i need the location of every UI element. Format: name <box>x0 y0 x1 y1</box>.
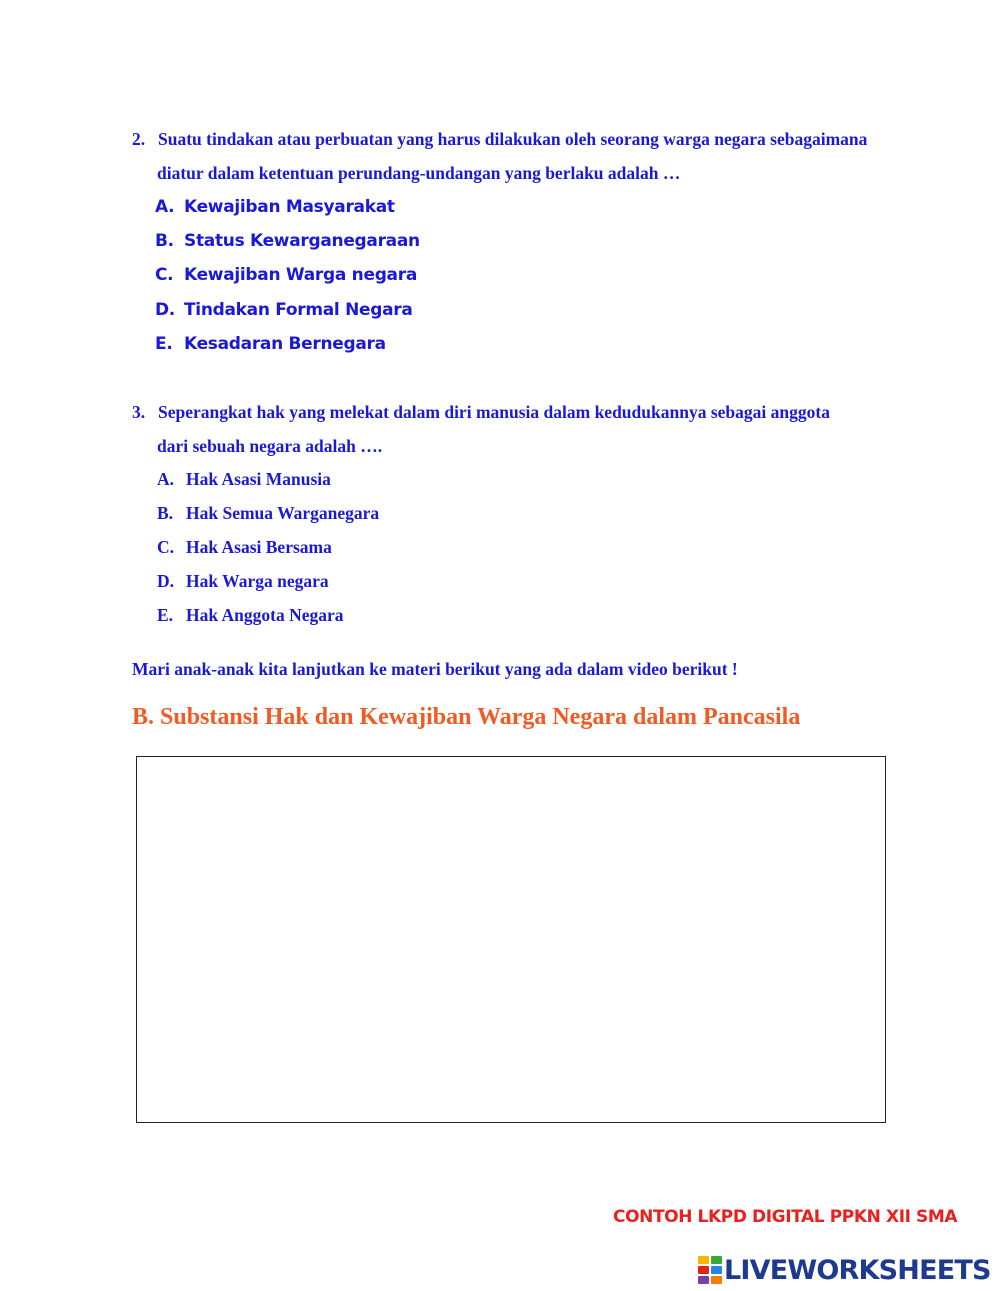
option-text: Kewajiban Warga negara <box>184 265 417 285</box>
option-letter: C. <box>157 537 175 557</box>
question-3-option-a[interactable] <box>157 469 331 490</box>
question-2-line2: diatur dalam ketentuan perundang-undangan yang berlaku adalah … <box>157 163 681 183</box>
question-2-number: 2. <box>132 129 146 149</box>
option-text: Hak Warga negara <box>186 571 329 591</box>
question-2-stem <box>132 122 867 156</box>
option-letter: E. <box>157 605 174 625</box>
question-3-option-c[interactable] <box>157 537 332 558</box>
footer-caption: CONTOH LKPD DIGITAL PPKN XII SMA <box>613 1207 958 1227</box>
section-heading: B. Substansi Hak dan Kewajiban Warga Negara dalam Pancasila <box>132 704 801 730</box>
option-text: Kewajiban Masyarakat <box>184 197 395 217</box>
video-instruction: Mari anak-anak kita lanjutkan ke materi berikut yang ada dalam video berikut ! <box>132 659 738 679</box>
question-2-option-a[interactable] <box>155 197 395 217</box>
liveworksheets-brand[interactable] <box>698 1254 991 1286</box>
question-3-line2: dari sebuah negara adalah …. <box>157 436 383 456</box>
option-letter: B. <box>157 503 174 523</box>
question-2-line1: Suatu tindakan atau perbuatan yang harus dilakukan oleh seorang warga negara sebagaimana <box>158 129 868 149</box>
option-text: Hak Semua Warganegara <box>186 503 380 523</box>
question-3-number: 3. <box>132 402 146 422</box>
brand-name: LIVEWORKSHEETS <box>724 1254 991 1286</box>
option-text: Status Kewarganegaraan <box>184 231 420 251</box>
question-3-option-d[interactable] <box>157 571 329 592</box>
liveworksheets-logo-icon <box>698 1256 722 1284</box>
question-3-option-e[interactable] <box>157 605 344 626</box>
question-2-option-e[interactable] <box>155 334 386 354</box>
option-text: Hak Anggota Negara <box>186 605 344 625</box>
question-3-option-b[interactable] <box>157 503 379 524</box>
question-3-line1: Seperangkat hak yang melekat dalam diri manusia dalam kedudukannya sebagai anggota <box>158 402 830 422</box>
option-text: Kesadaran Bernegara <box>184 334 386 354</box>
question-2-option-b[interactable] <box>155 231 420 251</box>
option-letter: D. <box>155 300 175 320</box>
question-2-option-c[interactable] <box>155 265 417 285</box>
option-letter: D. <box>157 571 175 591</box>
option-text: Tindakan Formal Negara <box>184 300 413 320</box>
option-letter: A. <box>157 469 175 489</box>
option-text: Hak Asasi Manusia <box>186 469 331 489</box>
question-3-stem <box>132 395 830 429</box>
option-letter: A. <box>155 197 175 217</box>
question-2-option-d[interactable] <box>155 300 413 320</box>
option-letter: C. <box>155 265 174 285</box>
option-letter: E. <box>155 334 173 354</box>
option-letter: B. <box>155 231 174 251</box>
video-embed-frame[interactable] <box>136 756 886 1123</box>
option-text: Hak Asasi Bersama <box>186 537 332 557</box>
